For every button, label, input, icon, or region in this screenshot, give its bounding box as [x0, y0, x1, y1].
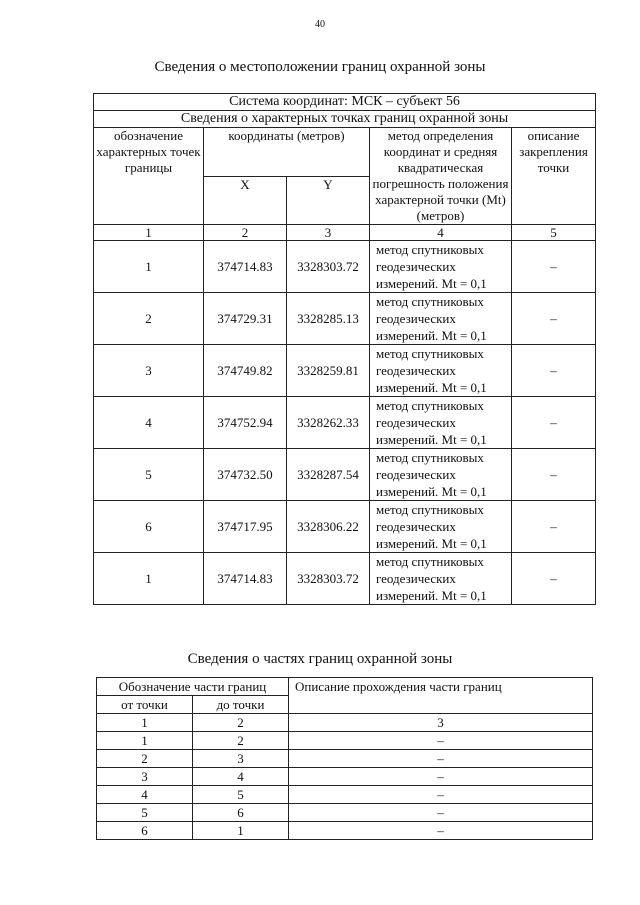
coord-x: 374752.94 — [204, 397, 287, 449]
part-description: – — [289, 732, 593, 750]
to-point: 2 — [193, 732, 289, 750]
method-text: метод спутниковых геодезических измерений. Mt = 0,1 — [370, 241, 512, 293]
header-coordinates: координаты (метров) — [204, 128, 370, 177]
coord-y: 3328303.72 — [287, 241, 370, 293]
from-point: 5 — [97, 804, 193, 822]
column-number: 2 — [204, 225, 287, 241]
from-point: 4 — [97, 786, 193, 804]
from-point: 2 — [97, 750, 193, 768]
coord-x: 374714.83 — [204, 241, 287, 293]
header-to-point: до точки — [193, 696, 289, 714]
fixing-description: – — [512, 397, 596, 449]
column-number: 4 — [370, 225, 512, 241]
fixing-description: – — [512, 241, 596, 293]
to-point: 3 — [193, 750, 289, 768]
coord-x: 374729.31 — [204, 293, 287, 345]
part-description: – — [289, 786, 593, 804]
column-number: 3 — [287, 225, 370, 241]
method-text: метод спутниковых геодезических измерений. Mt = 0,1 — [370, 553, 512, 605]
coord-x: 374732.50 — [204, 449, 287, 501]
from-point: 6 — [97, 822, 193, 840]
to-point: 4 — [193, 768, 289, 786]
coord-y: 3328306.22 — [287, 501, 370, 553]
from-point: 3 — [97, 768, 193, 786]
part-description: – — [289, 750, 593, 768]
coord-x: 374749.82 — [204, 345, 287, 397]
table-row — [97, 822, 593, 840]
table-row — [94, 241, 596, 293]
header-method: метод определения координат и средняя квадратическая погрешность положения характерной точки (Mt) (метров) — [370, 128, 512, 225]
table-row — [97, 750, 593, 768]
points-subtitle: Сведения о характерных точках границ охранной зоны — [94, 111, 596, 128]
table-row — [97, 732, 593, 750]
point-number: 3 — [94, 345, 204, 397]
fixing-description: – — [512, 345, 596, 397]
fixing-description: – — [512, 553, 596, 605]
method-text: метод спутниковых геодезических измерений. Mt = 0,1 — [370, 501, 512, 553]
boundary-parts-table — [96, 677, 593, 840]
column-numbers-row — [94, 225, 596, 241]
header-x: X — [204, 176, 287, 225]
table-row — [97, 804, 593, 822]
point-number: 6 — [94, 501, 204, 553]
column-number: 5 — [512, 225, 596, 241]
header-part-designation: Обозначение части границ — [97, 678, 289, 696]
coord-x: 374717.95 — [204, 501, 287, 553]
table-row — [94, 345, 596, 397]
table-row — [97, 768, 593, 786]
to-point: 5 — [193, 786, 289, 804]
method-text: метод спутниковых геодезических измерений. Mt = 0,1 — [370, 293, 512, 345]
fixing-description: – — [512, 449, 596, 501]
part-description: – — [289, 822, 593, 840]
column-number: 1 — [97, 714, 193, 732]
table-row — [94, 501, 596, 553]
header-y: Y — [287, 176, 370, 225]
table-row — [94, 293, 596, 345]
header-from-point: от точки — [97, 696, 193, 714]
column-number: 2 — [193, 714, 289, 732]
column-numbers-row — [97, 714, 593, 732]
boundary-points-table — [93, 93, 596, 605]
method-text: метод спутниковых геодезических измерений. Mt = 0,1 — [370, 345, 512, 397]
coord-y: 3328303.72 — [287, 553, 370, 605]
part-description: – — [289, 804, 593, 822]
point-number: 1 — [94, 241, 204, 293]
table-row — [94, 397, 596, 449]
coord-y: 3328285.13 — [287, 293, 370, 345]
coord-y: 3328259.81 — [287, 345, 370, 397]
column-number: 1 — [94, 225, 204, 241]
coordinate-system: Система координат: МСК – субъект 56 — [94, 94, 596, 111]
fixing-description: – — [512, 293, 596, 345]
fixing-description: – — [512, 501, 596, 553]
section-title-location: Сведения о местоположении границ охранной зоны — [154, 59, 486, 75]
point-number: 2 — [94, 293, 204, 345]
part-description: – — [289, 768, 593, 786]
page-number: 40 — [315, 19, 325, 30]
method-text: метод спутниковых геодезических измерений. Mt = 0,1 — [370, 397, 512, 449]
to-point: 1 — [193, 822, 289, 840]
coord-x: 374714.83 — [204, 553, 287, 605]
header-part-description: Описание прохождения части границ — [289, 678, 593, 714]
method-text: метод спутниковых геодезических измерений. Mt = 0,1 — [370, 449, 512, 501]
from-point: 1 — [97, 732, 193, 750]
table-row — [94, 449, 596, 501]
header-fixing-description: описание закрепления точки — [512, 128, 596, 225]
point-number: 5 — [94, 449, 204, 501]
point-number: 4 — [94, 397, 204, 449]
column-number: 3 — [289, 714, 593, 732]
coord-y: 3328287.54 — [287, 449, 370, 501]
section-title-parts: Сведения о частях границ охранной зоны — [187, 651, 453, 667]
to-point: 6 — [193, 804, 289, 822]
table-row — [97, 786, 593, 804]
coord-y: 3328262.33 — [287, 397, 370, 449]
header-point-designation: обозначение характерных точек границы — [94, 128, 204, 225]
point-number: 1 — [94, 553, 204, 605]
table-row — [94, 553, 596, 605]
